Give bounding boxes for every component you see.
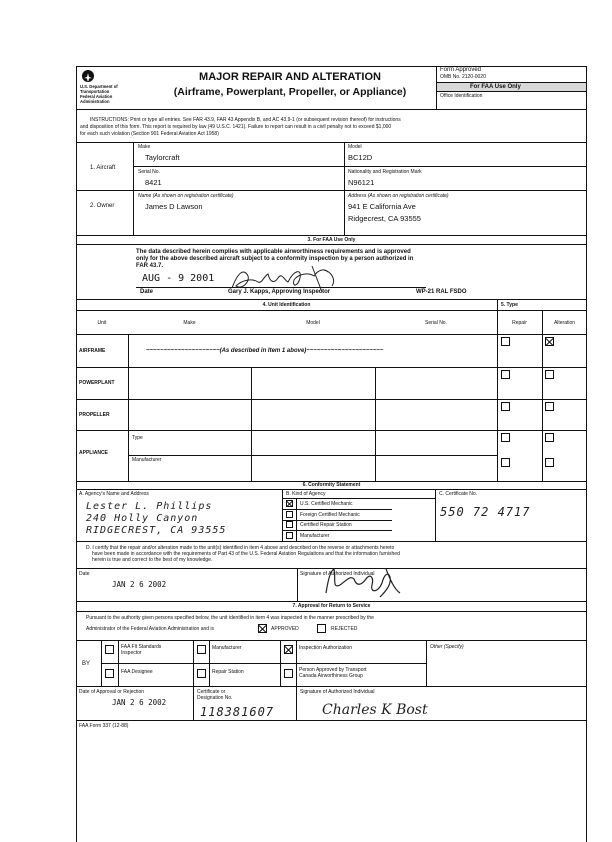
- owner-address-line1: 941 E California Ave: [348, 202, 416, 211]
- faa-date-label: Date: [140, 289, 154, 295]
- col-repair: Repair: [512, 320, 527, 326]
- approving-inspector-label: Gary J. Kapps, Approving Inspector: [228, 289, 331, 295]
- approval-date-label: Date of Approval or Rejection: [79, 689, 145, 695]
- admin-name: Federal Aviation Administration: [80, 94, 113, 104]
- faa-statement-line2: only for the above described aircraft subject to a conformity inspection by a person authorized in: [136, 256, 414, 262]
- model-label: Model: [348, 144, 362, 150]
- appliance-type-label: Type: [132, 435, 143, 441]
- form-approved: Form Approved: [440, 67, 482, 73]
- approval-signature: Charles K Bost: [322, 702, 428, 718]
- aircraft-nationality: N96121: [348, 178, 375, 187]
- appliance-manufacturer-label: Manufacturer: [132, 457, 162, 463]
- designation-label-line1: Certificate or: [197, 689, 226, 695]
- option-faa-flt-line1: FAA Flt Standards: [121, 644, 162, 650]
- faa-use-section-label: 3. For FAA Use Only: [307, 237, 356, 243]
- type-section-label: 5. Type: [501, 302, 518, 308]
- aircraft-model: BC12D: [348, 153, 373, 162]
- option-faa-flt-line2: Inspector: [121, 650, 142, 656]
- nationality-label: Nationality and Registration Mark: [348, 169, 422, 175]
- foreign-certified-mechanic-checkbox[interactable]: [286, 511, 293, 518]
- option-faa-designee: FAA Designee: [121, 669, 153, 675]
- appliance-alteration-checkbox[interactable]: [545, 433, 554, 442]
- instructions-line3: for each such violation (Section 901 Federal Aviation Act 1958): [80, 131, 219, 137]
- owner-name-label: Name (As shown on registration certificate): [138, 193, 234, 199]
- manufacturer-return-checkbox[interactable]: [197, 645, 206, 654]
- return-statement-line2: Administrator of the Federal Aviation Administration and is: [86, 626, 215, 632]
- instructions-line1: INSTRUCTIONS: Print or type all entries. See FAR 43.9, FAR 43 Appendix B, and AC 43.9-1 (or subsequent revision thereof) for instructions: [90, 117, 401, 123]
- propeller-repair-checkbox[interactable]: [501, 402, 510, 411]
- unit-id-section-label: 4. Unit Identification: [262, 302, 311, 308]
- conformity-statement-line3: herein is true and correct to the best of my knowledge.: [92, 557, 213, 563]
- option-manufacturer: Manufacturer: [212, 645, 242, 651]
- aircraft-icon: [82, 71, 94, 83]
- faa-designee-checkbox[interactable]: [105, 669, 114, 678]
- return-statement-line1: Pursuant to the authority given persons specified below, the unit identified in item 4 was inspected in the manner prescribed by the: [86, 615, 374, 621]
- option-transport-canada-line1: Person Approved by Transport: [299, 667, 367, 673]
- designation-label-line2: Designation No.: [197, 695, 233, 701]
- other-specify-label: Other (Specify): [430, 644, 464, 650]
- approval-signature-label: Signature of Authorized Individual: [300, 689, 375, 695]
- approved-checkbox[interactable]: [258, 624, 267, 633]
- agency-line2: 240 Holly Canyon: [86, 513, 199, 524]
- office-id-label: Office Identification: [440, 93, 483, 99]
- faa-date-stamp: AUG - 9 2001: [142, 273, 215, 284]
- designation-number: 118381607: [200, 705, 275, 719]
- omb-number: OMB No. 2120-0020: [440, 74, 486, 80]
- dept-name: U.S. Department of Transportation: [80, 84, 118, 94]
- kind-repair-station: Certified Repair Station: [300, 522, 352, 528]
- owner-address-label: Address (As shown on registration certificate): [348, 193, 449, 199]
- unit-appliance: APPLIANCE: [79, 450, 108, 456]
- airframe-alteration-checkbox[interactable]: [545, 337, 554, 346]
- owner-address-line2: Ridgecrest, CA 93555: [348, 214, 421, 223]
- conformity-statement-line1: D. I certify that the repair and/or alteration made to the unit(s) identified in item 4 above and described on the reverse or attachments hereto: [86, 545, 395, 551]
- rejected-label: REJECTED: [331, 626, 358, 632]
- aircraft-section-label: 1. Aircraft: [90, 165, 116, 171]
- agency-line3: RIDGECREST, CA 93555: [86, 525, 227, 536]
- airframe-description: ~~~~~~~~~~~~~~~~~~~~~(As described in Item 1 above)~~~~~~~~~~~~~~~~~~~~~~: [146, 348, 384, 354]
- option-repair-station: Repair Station: [212, 669, 244, 675]
- kind-manufacturer: Manufacturer: [300, 533, 330, 539]
- make-label: Make: [138, 144, 151, 150]
- serial-label: Serial No.: [138, 169, 160, 175]
- propeller-alteration-checkbox[interactable]: [545, 402, 554, 411]
- by-label: BY: [82, 661, 91, 667]
- powerplant-alteration-checkbox[interactable]: [545, 370, 554, 379]
- option-inspection-authorization: Inspection Authorization: [299, 645, 353, 651]
- unit-propeller: PROPELLER: [79, 412, 110, 418]
- faa-use-only: For FAA Use Only: [470, 84, 521, 90]
- agency-line1: Lester L. Phillips: [86, 501, 213, 512]
- appliance-repair-checkbox[interactable]: [501, 433, 510, 442]
- col-alteration: Alteration: [553, 320, 576, 326]
- instructions-line2: and disposition of this form. This report is required by law (49 U.S.C. 1421). Failure to report can result in a civil penalty not to exceed $1,000: [80, 124, 392, 130]
- powerplant-repair-checkbox[interactable]: [501, 370, 510, 379]
- repair-station-checkbox[interactable]: [197, 669, 206, 678]
- appliance-alteration-checkbox-2[interactable]: [545, 458, 554, 467]
- conformity-signature: [320, 563, 410, 601]
- col-model: Model: [306, 320, 320, 326]
- form-title: MAJOR REPAIR AND ALTERATION: [199, 71, 381, 83]
- faa-flt-standards-checkbox[interactable]: [105, 645, 114, 654]
- certificate-no-label: C. Certificate No.: [439, 491, 478, 497]
- certificate-no: 550 72 4717: [440, 505, 531, 519]
- approval-date: JAN 2 6 2002: [112, 698, 167, 707]
- faa-statement-line3: FAR 43.7.: [136, 263, 164, 269]
- kind-of-agency-label: B. Kind of Agency: [286, 491, 326, 497]
- faa-statement-line1: The data described herein complies with applicable airworthiness requirements and is approved: [136, 249, 411, 255]
- transport-canada-checkbox[interactable]: [284, 669, 293, 678]
- owner-section-label: 2. Owner: [90, 203, 115, 209]
- airframe-repair-checkbox[interactable]: [501, 337, 510, 346]
- aircraft-make: Taylorcraft: [145, 153, 180, 162]
- return-service-section-label: 7. Approval for Return to Service: [292, 603, 371, 609]
- col-unit: Unit: [97, 320, 107, 326]
- agency-name-label: A. Agency's Name and Address: [79, 491, 149, 497]
- kind-us-certified: U.S. Certified Mechanic: [300, 501, 353, 507]
- us-certified-mechanic-checkbox[interactable]: [286, 500, 293, 507]
- inspection-authorization-checkbox[interactable]: [284, 645, 293, 654]
- approved-label: APPROVED: [271, 626, 299, 632]
- conformity-date-label: Date: [79, 571, 90, 577]
- owner-name: James D Lawson: [145, 202, 203, 211]
- conformity-statement-line2: have been made in accordance with the requirements of Part 43 of the U.S. Federal Aviation Regulations and that the information furnished: [92, 551, 400, 557]
- form-subtitle: (Airframe, Powerplant, Propeller, or Appliance): [173, 86, 407, 98]
- appliance-repair-checkbox-2[interactable]: [501, 458, 510, 467]
- conformity-signature-label: Signature of Authorized Individual: [300, 571, 375, 577]
- rejected-checkbox[interactable]: [317, 624, 326, 633]
- conformity-date: JAN 2 6 2002: [112, 580, 167, 589]
- manufacturer-checkbox[interactable]: [286, 532, 293, 539]
- aircraft-serial: 8421: [145, 178, 162, 187]
- faa-office: WP-21 RAL FSDO: [416, 289, 467, 295]
- dot-logo: [82, 70, 94, 82]
- kind-foreign-certified: Foreign Certified Mechanic: [300, 512, 360, 518]
- certified-repair-station-checkbox[interactable]: [286, 521, 293, 528]
- unit-airframe: AIRFRAME: [79, 348, 106, 354]
- option-transport-canada-line2: Canada Airworthiness Group: [299, 673, 363, 679]
- unit-powerplant: POWERPLANT: [79, 380, 115, 386]
- conformity-section-label: 6. Conformity Statement: [302, 482, 361, 488]
- col-make: Make: [183, 320, 196, 326]
- col-serial: Serial No.: [425, 320, 447, 326]
- form-number: FAA Form 337 (12-88): [79, 723, 129, 729]
